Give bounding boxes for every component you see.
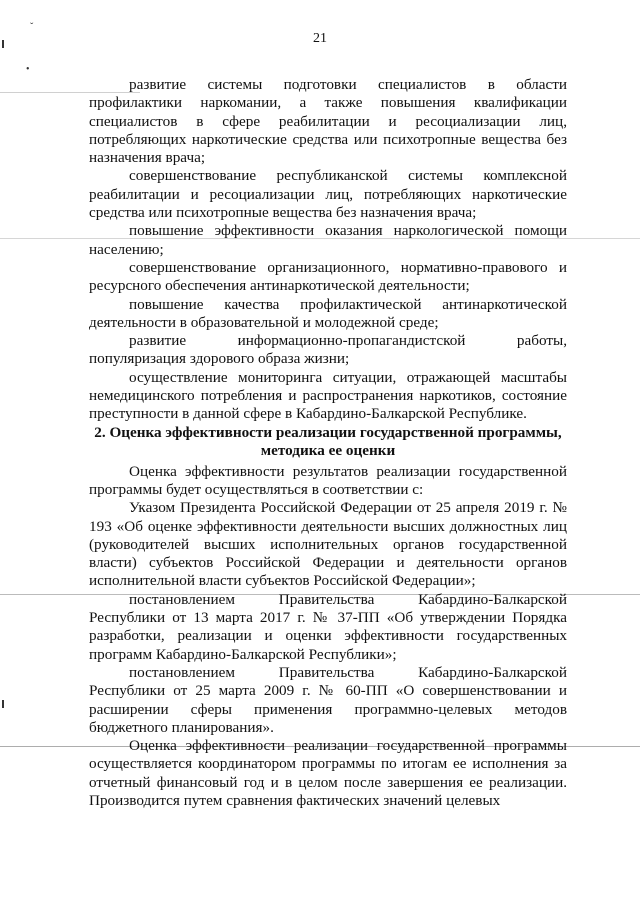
list-item: развитие системы подготовки специалистов в области профилактики наркомании, а также повышения квалификации специалистов в сфере реабилитации и ресоциализации лиц, потребляющих наркотические средства или психотропные вещества без назначения врача; [89,76,567,167]
list-item: осуществление мониторинга ситуации, отражающей масштабы немедицинского потребления и распространения наркотиков, состояние преступности в данной сфере в Кабардино-Балкарской Республике. [89,368,567,423]
intro-paragraph: Оценка эффективности результатов реализации государственной программы будет осуществляться в соответствии с: [89,462,567,498]
margin-mark [2,700,4,708]
scan-mark: • [26,64,30,75]
document-body [89,76,567,810]
list-item: совершенствование республиканской системы комплексной реабилитации и ресоциализации лиц, потребляющих наркотические средства или психотропные вещества без назначения врача; [89,167,567,222]
section-heading: 2. Оценка эффективности реализации государственной программы, методика ее оценки [94,423,562,460]
scan-mark: ˇ [30,22,34,33]
reference-item: постановлением Правительства Кабардино-Балкарской Республики от 25 марта 2009 г. № 60-ПП «О совершенствовании и расширении сферы применения программно-целевых методов бюджетного планирования». [89,663,567,736]
page-number: 21 [313,31,327,46]
closing-paragraph: Оценка эффективности реализации государственной программы осуществляется координатором программы по итогам ее исполнения за отчетный финансовый год и в целом после завершения ее реализации. Производится путем сравнения фактических значений целевых [89,737,567,809]
list-item: развитие информационно-пропагандистской работы, популяризация здорового образа жизни; [89,332,567,368]
list-item: повышение качества профилактической антинаркотической деятельности в образовательной и молодежной среде; [89,295,567,331]
list-item: совершенствование организационного, нормативно-правового и ресурсного обеспечения антинаркотической деятельности; [89,258,567,295]
list-item: повышение эффективности оказания наркологической помощи населению; [89,222,567,258]
reference-item: постановлением Правительства Кабардино-Балкарской Республики от 13 марта 2017 г. № 37-ПП «Об утверждении Порядка разработки, реализации и оценки эффективности государственных программ Кабардино-Балкарской Республики»; [89,590,567,663]
reference-item: Указом Президента Российской Федерации от 25 апреля 2019 г. № 193 «Об оценке эффективности деятельности высших должностных лиц (руководителей высших исполнительных органов государственной власти) субъектов Российской Федерации и деятельности органов исполнительной власти субъектов Российской Федерации»; [89,499,567,590]
